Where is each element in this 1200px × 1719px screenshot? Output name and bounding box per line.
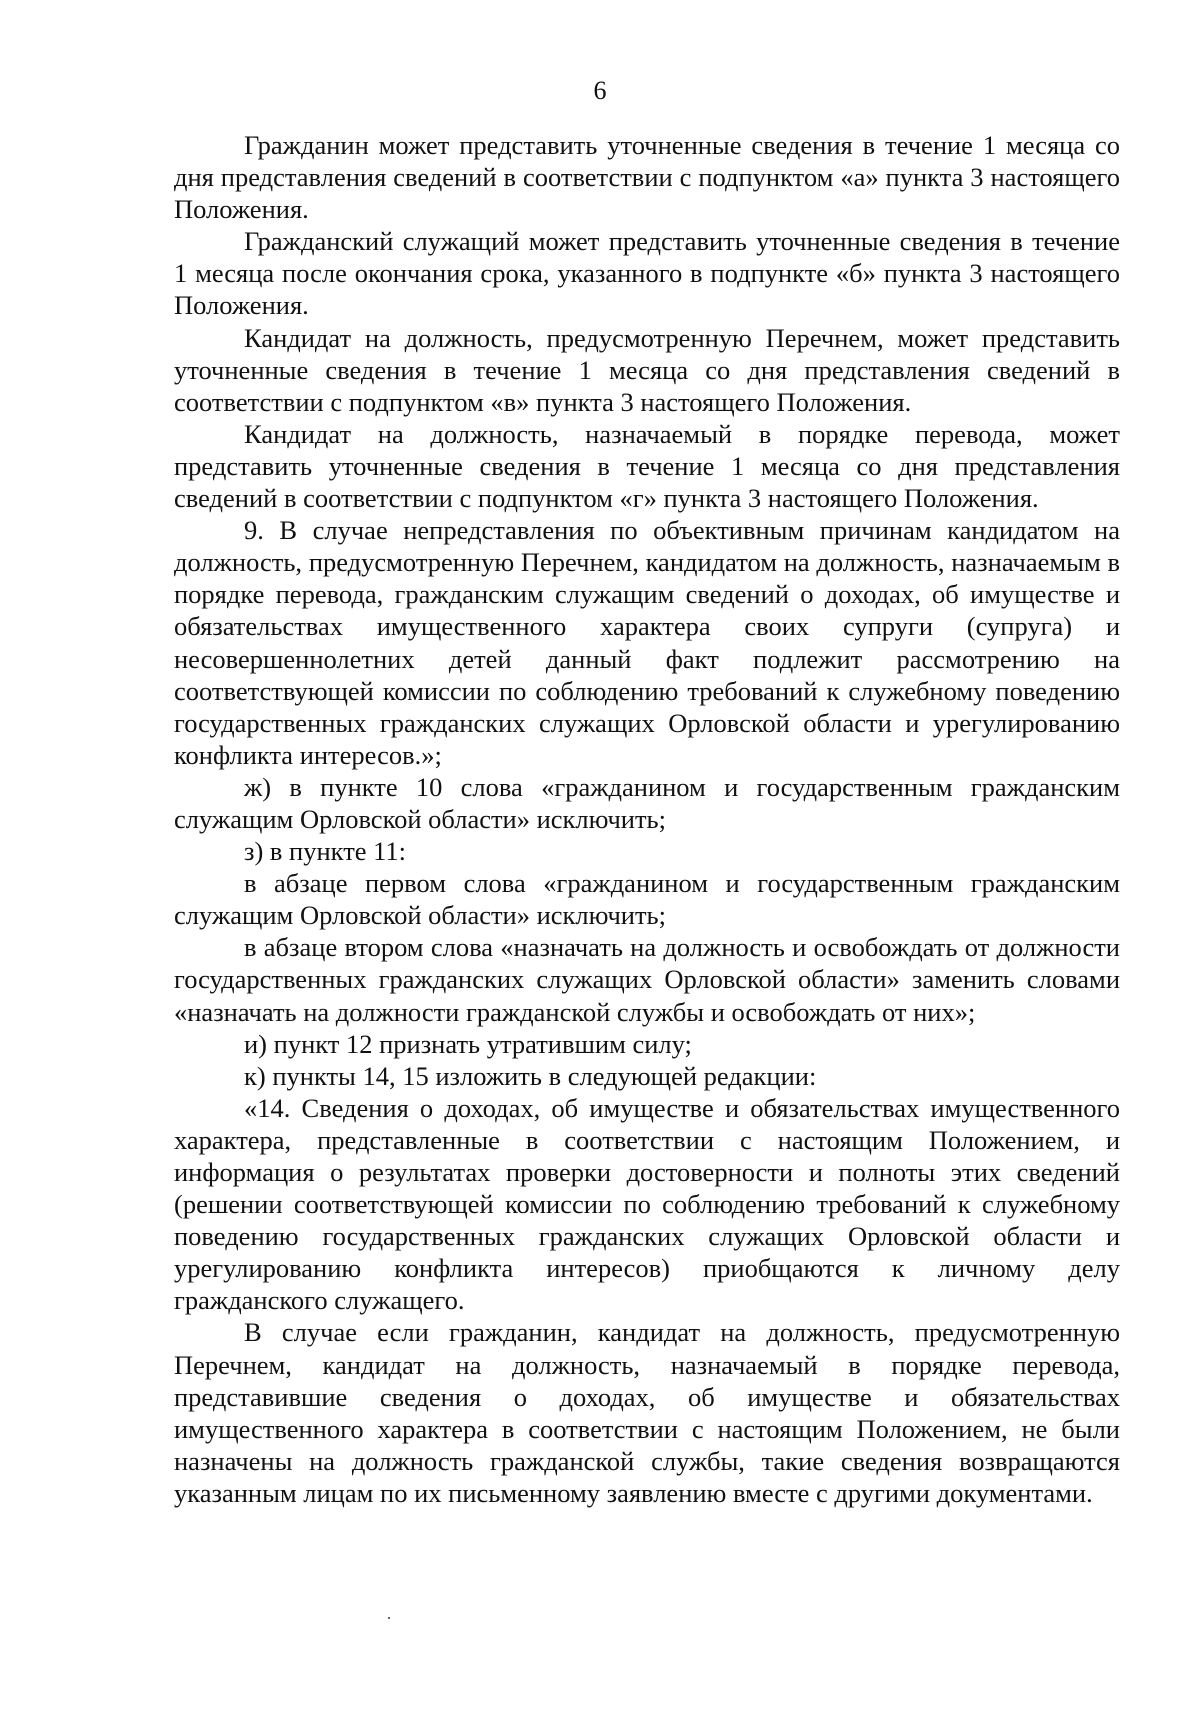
paragraph-subitem-k: к) пункты 14, 15 изложить в следующей редакции: bbox=[244, 1060, 817, 1091]
paragraph-item-14: «14. Сведения о доходах, об имуществе и обязательствах имущественного характера, представленные в соответствии с настоящим Положением, и информация о результатах проверки достоверности и полноты этих сведений (решении соответствующей комиссии по соблюдению требований к служебному поведению государственных гражданских служащих Орловской области и урегулированию конфликта интересов) приобщаются к личному делу гражданского служащего. bbox=[174, 1092, 1120, 1316]
paragraph-candidate-transfer-clarification: Кандидат на должность, назначаемый в порядке перевода, может представить уточненные сведения в течение 1 месяца со дня представления сведений в соответствии с подпунктом «г» пункта 3 настоящего Положения. bbox=[174, 418, 1120, 514]
paragraph-subitem-i: и) пункт 12 признать утратившим силу; bbox=[244, 1028, 692, 1059]
scan-speck bbox=[388, 1617, 390, 1619]
paragraph-citizen-clarification: Гражданин может представить уточненные сведения в течение 1 месяца со дня представления сведений в соответствии с подпунктом «а» пункта 3 настоящего Положения. bbox=[174, 130, 1120, 225]
paragraph-return-documents: В случае если гражданин, кандидат на должность, предусмотренную Перечнем, кандидат на должность, назначаемый в порядке перевода, представившие сведения о доходах, об имуществе и обязательствах имущественного характера в соответствии с настоящим Положением, не были назначены на должность гражданской службы, такие сведения возвращаются указанным лицам по их письменному заявлению вместе с другими документами. bbox=[174, 1317, 1120, 1508]
paragraph-second-abzats: в абзаце втором слова «назначать на должность и освобождать от должности государственных гражданских служащих Орловской области» заменить словами «назначать на должности гражданской службы и освобождать от них»; bbox=[174, 932, 1120, 1027]
paragraph-first-abzats: в абзаце первом слова «гражданином и государственным гражданским служащим Орловской области» исключить; bbox=[174, 868, 1120, 931]
page-number: 6 bbox=[593, 76, 607, 105]
document-body bbox=[174, 129, 1120, 1509]
paragraph-civil-servant-clarification: Гражданский служащий может представить уточненные сведения в течение 1 месяца после окончания срока, указанного в подпункте «б» пункта 3 настоящего Положения. bbox=[174, 226, 1120, 321]
paragraph-candidate-list-clarification: Кандидат на должность, предусмотренную Перечнем, может представить уточненные сведения в течение 1 месяца со дня представления сведений в соответствии с подпунктом «в» пункта 3 настоящего Положения. bbox=[174, 322, 1120, 417]
paragraph-subitem-z: з) в пункте 11: bbox=[244, 836, 407, 867]
paragraph-subitem-zh: ж) в пункте 10 слова «гражданином и государственным гражданским служащим Орловской области» исключить; bbox=[174, 771, 1120, 834]
paragraph-item-9: 9. В случае непредставления по объективным причинам кандидатом на должность, предусмотренную Перечнем, кандидатом на должность, назначаемым в порядке перевода, гражданским служащим сведений о доходах, об имуществе и обязательствах имущественного характера своих супруги (супруга) и несовершеннолетних детей данный факт подлежит рассмотрению на соответствующей комиссии по соблюдению требований к служебному поведению государственных гражданских служащих Орловской области и урегулированию конфликта интересов.»; bbox=[174, 515, 1120, 770]
